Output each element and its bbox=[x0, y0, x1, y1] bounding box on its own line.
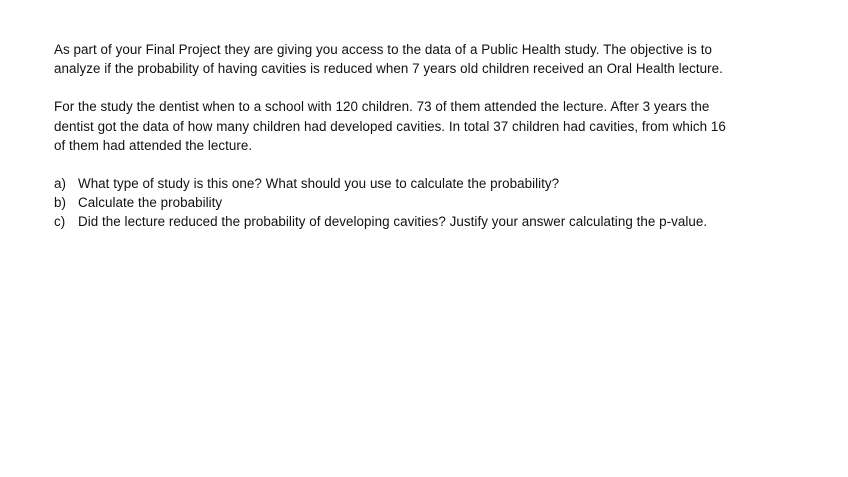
question-item-a bbox=[54, 174, 794, 193]
question-text: Did the lecture reduced the probability of developing cavities? Justify your answer calculating the p-value. bbox=[78, 214, 708, 230]
intro-line: analyze if the probability of having cavities is reduced when 7 years old children received an Oral Health lecture. bbox=[54, 61, 723, 77]
intro-line: As part of your Final Project they are giving you access to the data of a Public Health study. The objective is to bbox=[54, 42, 712, 57]
study-line: dentist got the data of how many children had developed cavities. In total 37 children had cavities, from which 16 bbox=[54, 118, 726, 134]
intro-paragraph bbox=[54, 40, 794, 78]
question-item-b bbox=[54, 193, 794, 212]
study-line: For the study the dentist when to a school with 120 children. 73 of them attended the lecture. After 3 years the bbox=[54, 99, 710, 115]
questions-list bbox=[54, 174, 794, 232]
question-item-c bbox=[54, 212, 794, 231]
question-marker: b) bbox=[54, 195, 67, 211]
study-paragraph bbox=[54, 97, 794, 155]
question-marker: a) bbox=[54, 176, 67, 192]
document-body bbox=[54, 40, 794, 232]
question-text: Calculate the probability bbox=[78, 195, 223, 211]
question-marker: c) bbox=[54, 214, 66, 230]
study-line: of them had attended the lecture. bbox=[54, 137, 253, 153]
question-text: What type of study is this one? What should you use to calculate the probability? bbox=[78, 176, 560, 192]
